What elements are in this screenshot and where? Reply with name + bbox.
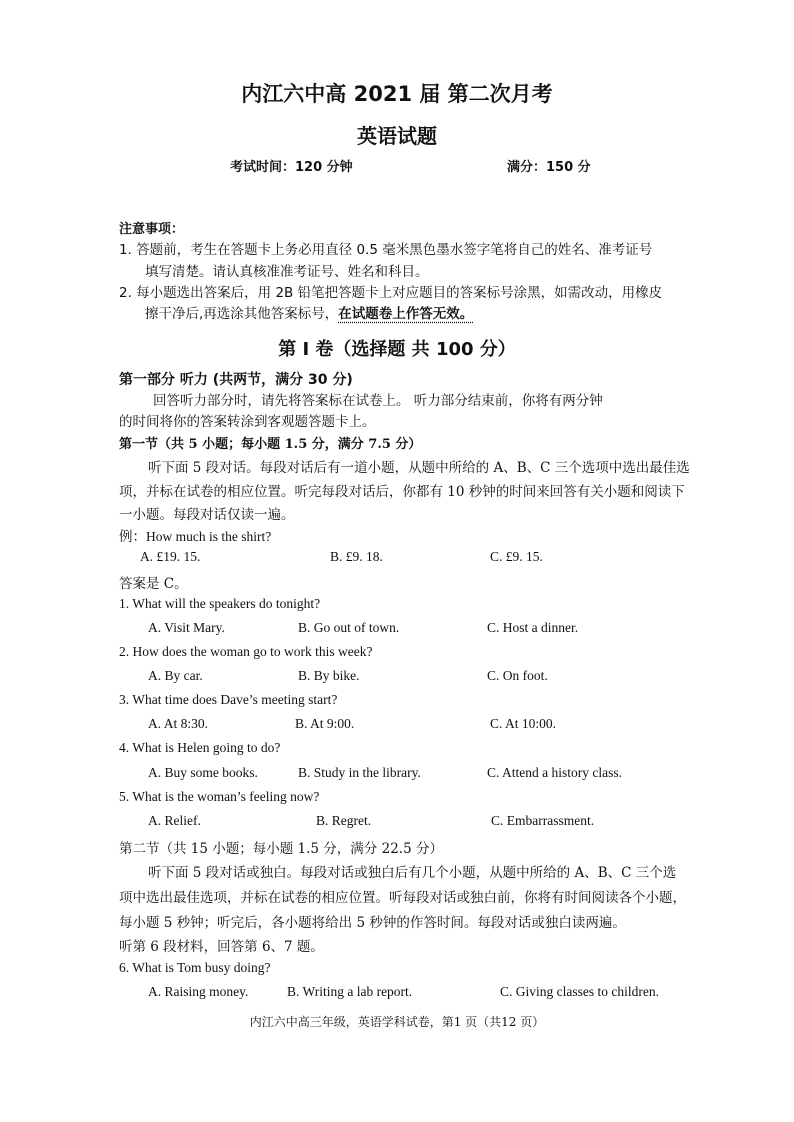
page-footer: 内江六中高三年级，英语学科试卷，第1 页（共12 页）: [249, 1015, 545, 1029]
note-2-line-1: 2. 每小题选出答案后，用 2B 铅笔把答题卡上对应题目的答案标号涂黑，如需改动，用橡皮: [119, 285, 663, 301]
subject-title: 英语试题: [357, 124, 437, 148]
question-4-option-c: C. Attend a history class.: [487, 765, 622, 780]
full-score: 满分：150 分: [507, 160, 591, 175]
section-1-instr-line-3: 一小题。每段对话仅读一遍。: [119, 507, 295, 523]
question-2-option-c: C. On foot.: [487, 668, 548, 683]
material-6-instruction: 听第 6 段材料，回答第 6、7 题。: [119, 939, 324, 955]
volume-title: 第 I 卷（选择题 共 100 分）: [278, 339, 516, 360]
section-2-instr-line-1: 听下面 5 段对话或独白。每段对话或独白后有几个小题，从题中所给的 A、B、C 三个选: [148, 865, 677, 881]
part-1-intro-line-2: 的时间将你的答案转涂到客观题答题卡上。: [119, 414, 376, 430]
question-3: 3. What time does Dave’s meeting start?: [119, 692, 338, 707]
question-6: 6. What is Tom busy doing?: [119, 960, 271, 975]
part-1-intro-line-1: 回答听力部分时，请先将答案标在试卷上。 听力部分结束前，你将有两分钟: [153, 393, 603, 409]
section-2-heading: 第二节（共 15 小题；每小题 1.5 分，满分 22.5 分）: [119, 841, 443, 857]
question-5-option-c: C. Embarrassment.: [491, 813, 595, 828]
question-6-option-a: A. Raising money.: [148, 984, 249, 999]
question-1-option-a: A. Visit Mary.: [148, 620, 225, 635]
note-1-line-1: 1. 答题前，考生在答题卡上务必用直径 0.5 毫米黑色墨水签字笔将自己的姓名、准考证号: [119, 242, 653, 258]
section-1-heading: 第一节（共 5 小题；每小题 1.5 分，满分 7.5 分）: [119, 437, 422, 452]
example-answer: 答案是 C。: [119, 576, 188, 592]
section-2-instr-line-2: 项中选出最佳选项，并标在试卷的相应位置。听每段对话或独白前，你将有时间阅读各个小题，: [119, 890, 686, 906]
question-1: 1. What will the speakers do tonight?: [119, 596, 321, 611]
question-4: 4. What is Helen going to do?: [119, 740, 281, 755]
part-1-heading: 第一部分 听力 (共两节，满分 30 分): [119, 372, 353, 388]
note-1-line-2: 填写清楚。请认真核准准考证号、姓名和科目。: [145, 264, 429, 280]
exam-time: 考试时间：120 分钟: [230, 160, 353, 175]
question-4-option-b: B. Study in the library.: [298, 765, 421, 780]
question-2-option-b: B. By bike.: [298, 668, 360, 683]
question-6-option-b: B. Writing a lab report.: [287, 984, 413, 999]
question-3-option-c: C. At 10:00.: [490, 716, 557, 731]
question-2-option-a: A. By car.: [148, 668, 203, 683]
note-2-line-2: [145, 302, 473, 322]
example-question: 例：How much is the shirt?: [119, 529, 272, 544]
question-3-option-b: B. At 9:00.: [295, 716, 355, 731]
question-5-option-b: B. Regret.: [316, 813, 372, 828]
note-2-emphasis: 在试题卷上作答无效。: [338, 306, 474, 322]
question-1-option-b: B. Go out of town.: [298, 620, 400, 635]
question-5: 5. What is the woman’s feeling now?: [119, 789, 320, 804]
question-3-option-a: A. At 8:30.: [148, 716, 209, 731]
section-1-instr-line-1: 听下面 5 段对话。每段对话后有一道小题，从题中所给的 A、B、C 三个选项中选出最佳选: [148, 460, 690, 476]
question-5-option-a: A. Relief.: [148, 813, 201, 828]
question-6-option-c: C. Giving classes to children.: [500, 984, 659, 999]
question-4-option-a: A. Buy some books.: [148, 765, 258, 780]
note-2-text: 擦干净后,再选涂其他答案标号，: [145, 306, 339, 322]
section-2-instr-line-3: 每小题 5 秒钟；听完后，各小题将给出 5 秒钟的作答时间。每段对话或独白读两遍。: [119, 915, 626, 931]
example-option-b: B. £9. 18.: [330, 549, 383, 564]
notes-heading: 注意事项：: [119, 222, 185, 237]
question-1-option-c: C. Host a dinner.: [487, 620, 579, 635]
example-option-a: A. £19. 15.: [140, 549, 201, 564]
question-2: 2. How does the woman go to work this week?: [119, 644, 373, 659]
section-1-instr-line-2: 项，并标在试卷的相应位置。听完每段对话后，你都有 10 秒钟的时间来回答有关小题和阅读下: [119, 484, 685, 500]
example-option-c: C. £9. 15.: [490, 549, 543, 564]
exam-title: 内江六中高 2021 届 第二次月考: [241, 82, 553, 106]
